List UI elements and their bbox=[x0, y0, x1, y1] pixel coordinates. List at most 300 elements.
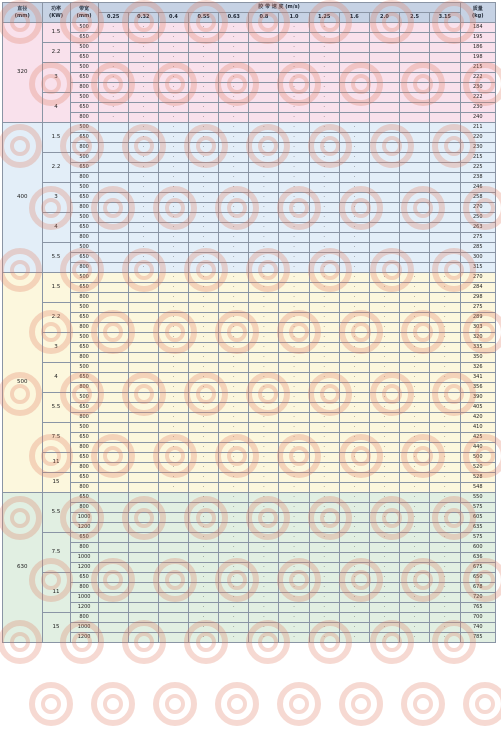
speed-availability-cell: · bbox=[309, 323, 339, 333]
speed-availability-cell bbox=[128, 383, 158, 393]
speed-availability-cell: · bbox=[369, 623, 399, 633]
speed-availability-cell: · bbox=[158, 393, 188, 403]
table-row bbox=[3, 33, 496, 43]
speed-availability-cell bbox=[339, 73, 369, 83]
speed-availability-cell: · bbox=[189, 593, 219, 603]
speed-availability-cell: · bbox=[339, 473, 369, 483]
speed-availability-cell bbox=[98, 583, 128, 593]
beltwidth-cell: 500 bbox=[70, 183, 98, 193]
beltwidth-cell: 650 bbox=[70, 473, 98, 483]
table-row bbox=[3, 543, 496, 553]
speed-availability-cell: · bbox=[249, 183, 279, 193]
speed-availability-cell: · bbox=[339, 183, 369, 193]
speed-availability-cell: · bbox=[309, 173, 339, 183]
speed-availability-cell: · bbox=[279, 83, 309, 93]
speed-availability-cell: · bbox=[400, 323, 430, 333]
speed-availability-cell: · bbox=[249, 493, 279, 503]
speed-availability-cell bbox=[158, 633, 188, 643]
speed-availability-cell bbox=[430, 43, 460, 53]
speed-availability-cell: · bbox=[249, 543, 279, 553]
speed-availability-cell: · bbox=[309, 343, 339, 353]
speed-availability-cell: · bbox=[189, 493, 219, 503]
speed-availability-cell: · bbox=[400, 583, 430, 593]
speed-availability-cell: · bbox=[189, 503, 219, 513]
speed-availability-cell: · bbox=[189, 103, 219, 113]
speed-availability-cell: · bbox=[339, 543, 369, 553]
speed-availability-cell: · bbox=[189, 413, 219, 423]
speed-availability-cell bbox=[98, 503, 128, 513]
speed-availability-cell: · bbox=[279, 113, 309, 123]
speed-availability-cell: · bbox=[219, 233, 249, 243]
power-cell: 4 bbox=[42, 213, 70, 243]
table-row bbox=[3, 413, 496, 423]
speed-availability-cell bbox=[339, 113, 369, 123]
speed-availability-cell: · bbox=[430, 573, 460, 583]
header-beltwidth-label: 带宽 bbox=[79, 5, 90, 12]
weight-cell: 528 bbox=[460, 473, 496, 483]
speed-availability-cell bbox=[400, 73, 430, 83]
table-row bbox=[3, 613, 496, 623]
speed-availability-cell: · bbox=[369, 583, 399, 593]
speed-availability-cell bbox=[98, 543, 128, 553]
table-row bbox=[3, 403, 496, 413]
speed-availability-cell bbox=[249, 103, 279, 113]
speed-availability-cell: · bbox=[430, 623, 460, 633]
speed-availability-cell bbox=[98, 163, 128, 173]
speed-availability-cell: · bbox=[128, 73, 158, 83]
speed-availability-cell bbox=[158, 493, 188, 503]
speed-availability-cell bbox=[98, 493, 128, 503]
speed-availability-cell: · bbox=[189, 313, 219, 323]
beltwidth-cell: 500 bbox=[70, 213, 98, 223]
speed-availability-cell: · bbox=[249, 393, 279, 403]
beltwidth-cell: 1000 bbox=[70, 623, 98, 633]
speed-availability-cell: · bbox=[128, 153, 158, 163]
table-row bbox=[3, 433, 496, 443]
speed-availability-cell bbox=[158, 613, 188, 623]
speed-availability-cell: · bbox=[279, 273, 309, 283]
speed-availability-cell bbox=[98, 513, 128, 523]
speed-availability-cell: · bbox=[369, 373, 399, 383]
table-row bbox=[3, 503, 496, 513]
speed-availability-cell bbox=[369, 23, 399, 33]
weight-cell: 350 bbox=[460, 353, 496, 363]
speed-availability-cell: · bbox=[219, 43, 249, 53]
speed-availability-cell: · bbox=[219, 593, 249, 603]
speed-availability-cell: · bbox=[430, 333, 460, 343]
speed-availability-cell: · bbox=[249, 253, 279, 263]
speed-availability-cell bbox=[158, 563, 188, 573]
speed-availability-cell: · bbox=[279, 413, 309, 423]
speed-availability-cell: · bbox=[249, 513, 279, 523]
speed-availability-cell: · bbox=[158, 443, 188, 453]
speed-availability-cell: · bbox=[158, 63, 188, 73]
speed-availability-cell: · bbox=[189, 343, 219, 353]
speed-availability-cell bbox=[128, 523, 158, 533]
speed-availability-cell bbox=[339, 93, 369, 103]
speed-availability-cell bbox=[369, 183, 399, 193]
speed-availability-cell: · bbox=[339, 483, 369, 493]
speed-availability-cell: · bbox=[400, 453, 430, 463]
speed-availability-cell: · bbox=[128, 63, 158, 73]
weight-cell: 215 bbox=[460, 153, 496, 163]
table-row bbox=[3, 513, 496, 523]
speed-availability-cell: · bbox=[369, 563, 399, 573]
speed-availability-cell: · bbox=[279, 213, 309, 223]
speed-availability-cell: · bbox=[400, 393, 430, 403]
speed-availability-cell bbox=[249, 33, 279, 43]
watermark-ring bbox=[280, 685, 318, 723]
speed-availability-cell: · bbox=[400, 433, 430, 443]
speed-availability-cell: · bbox=[369, 323, 399, 333]
speed-availability-cell: · bbox=[430, 603, 460, 613]
weight-cell: 222 bbox=[460, 73, 496, 83]
beltwidth-cell: 800 bbox=[70, 543, 98, 553]
speed-availability-cell bbox=[400, 123, 430, 133]
table-row bbox=[3, 183, 496, 193]
header-beltwidth bbox=[70, 3, 98, 23]
beltwidth-cell: 500 bbox=[70, 23, 98, 33]
speed-availability-cell: · bbox=[219, 343, 249, 353]
speed-availability-cell: · bbox=[189, 383, 219, 393]
speed-availability-cell bbox=[128, 483, 158, 493]
speed-availability-cell: · bbox=[219, 633, 249, 643]
speed-availability-cell: · bbox=[219, 213, 249, 223]
speed-availability-cell: · bbox=[339, 343, 369, 353]
speed-availability-cell: · bbox=[339, 563, 369, 573]
beltwidth-cell: 650 bbox=[70, 133, 98, 143]
speed-availability-cell bbox=[400, 43, 430, 53]
speed-header-cell: 1.0 bbox=[279, 13, 309, 23]
speed-availability-cell: · bbox=[279, 593, 309, 603]
speed-availability-cell: · bbox=[189, 133, 219, 143]
beltwidth-cell: 500 bbox=[70, 393, 98, 403]
speed-availability-cell: · bbox=[339, 143, 369, 153]
speed-availability-cell bbox=[430, 133, 460, 143]
speed-availability-cell: · bbox=[189, 223, 219, 233]
beltwidth-cell: 650 bbox=[70, 223, 98, 233]
speed-availability-cell bbox=[249, 113, 279, 123]
speed-availability-cell: · bbox=[189, 213, 219, 223]
speed-availability-cell: · bbox=[279, 503, 309, 513]
header-diameter-label: 直径 bbox=[17, 5, 28, 12]
speed-availability-cell bbox=[369, 243, 399, 253]
speed-availability-cell: · bbox=[400, 473, 430, 483]
speed-availability-cell: · bbox=[219, 523, 249, 533]
speed-availability-cell bbox=[128, 463, 158, 473]
beltwidth-cell: 800 bbox=[70, 113, 98, 123]
watermark-ring bbox=[94, 685, 132, 723]
speed-availability-cell: · bbox=[219, 283, 249, 293]
speed-availability-cell bbox=[98, 623, 128, 633]
speed-availability-cell: · bbox=[219, 513, 249, 523]
speed-availability-cell: · bbox=[279, 263, 309, 273]
speed-availability-cell: · bbox=[369, 523, 399, 533]
speed-availability-cell bbox=[98, 573, 128, 583]
speed-availability-cell bbox=[339, 23, 369, 33]
speed-availability-cell: · bbox=[249, 283, 279, 293]
speed-availability-cell bbox=[430, 153, 460, 163]
beltwidth-cell: 1200 bbox=[70, 523, 98, 533]
speed-availability-cell: · bbox=[219, 443, 249, 453]
speed-availability-cell: · bbox=[128, 233, 158, 243]
speed-availability-cell: · bbox=[219, 463, 249, 473]
speed-availability-cell: · bbox=[249, 383, 279, 393]
table-row bbox=[3, 323, 496, 333]
table-row bbox=[3, 53, 496, 63]
speed-availability-cell: · bbox=[309, 63, 339, 73]
speed-availability-cell bbox=[98, 223, 128, 233]
speed-availability-cell: · bbox=[309, 333, 339, 343]
speed-availability-cell bbox=[128, 373, 158, 383]
speed-availability-cell: · bbox=[189, 473, 219, 483]
speed-availability-cell: · bbox=[249, 363, 279, 373]
speed-availability-cell: · bbox=[219, 613, 249, 623]
speed-availability-cell: · bbox=[309, 613, 339, 623]
speed-availability-cell: · bbox=[128, 113, 158, 123]
beltwidth-cell: 1000 bbox=[70, 593, 98, 603]
beltwidth-cell: 500 bbox=[70, 43, 98, 53]
header-weight-label: 质量 bbox=[472, 5, 483, 12]
speed-availability-cell: · bbox=[339, 173, 369, 183]
speed-availability-cell bbox=[98, 373, 128, 383]
speed-availability-cell bbox=[128, 533, 158, 543]
speed-availability-cell: · bbox=[369, 593, 399, 603]
speed-availability-cell: · bbox=[128, 53, 158, 63]
speed-availability-cell: · bbox=[369, 613, 399, 623]
speed-availability-cell: · bbox=[219, 603, 249, 613]
speed-availability-cell: · bbox=[430, 613, 460, 623]
speed-availability-cell bbox=[98, 153, 128, 163]
speed-availability-cell: · bbox=[279, 583, 309, 593]
speed-availability-cell bbox=[98, 473, 128, 483]
speed-availability-cell: · bbox=[279, 543, 309, 553]
speed-availability-cell bbox=[128, 403, 158, 413]
speed-availability-cell: · bbox=[249, 593, 279, 603]
speed-availability-cell: · bbox=[189, 483, 219, 493]
speed-availability-cell: · bbox=[309, 583, 339, 593]
diameter-cell: 320 bbox=[3, 23, 43, 123]
speed-availability-cell: · bbox=[219, 353, 249, 363]
speed-availability-cell: · bbox=[249, 203, 279, 213]
speed-availability-cell bbox=[98, 463, 128, 473]
table-row bbox=[3, 453, 496, 463]
speed-availability-cell bbox=[98, 533, 128, 543]
power-cell: 4 bbox=[42, 363, 70, 393]
speed-availability-cell: · bbox=[430, 433, 460, 443]
speed-availability-cell bbox=[400, 233, 430, 243]
speed-availability-cell bbox=[158, 513, 188, 523]
weight-cell: 636 bbox=[460, 553, 496, 563]
table-row bbox=[3, 63, 496, 73]
speed-availability-cell: · bbox=[158, 383, 188, 393]
speed-availability-cell: · bbox=[189, 183, 219, 193]
speed-availability-cell: · bbox=[369, 343, 399, 353]
speed-availability-cell: · bbox=[309, 403, 339, 413]
speed-availability-cell: · bbox=[369, 273, 399, 283]
power-cell: 7.5 bbox=[42, 533, 70, 573]
speed-availability-cell bbox=[400, 263, 430, 273]
table-row bbox=[3, 203, 496, 213]
speed-availability-cell: · bbox=[249, 233, 279, 243]
table-row bbox=[3, 563, 496, 573]
speed-availability-cell: · bbox=[189, 533, 219, 543]
speed-availability-cell: · bbox=[430, 553, 460, 563]
speed-availability-cell: · bbox=[189, 283, 219, 293]
speed-availability-cell bbox=[249, 83, 279, 93]
speed-availability-cell: · bbox=[369, 363, 399, 373]
speed-availability-cell: · bbox=[249, 413, 279, 423]
speed-availability-cell: · bbox=[249, 263, 279, 273]
speed-availability-cell: · bbox=[249, 483, 279, 493]
speed-availability-cell: · bbox=[279, 633, 309, 643]
speed-availability-cell: · bbox=[400, 283, 430, 293]
beltwidth-cell: 650 bbox=[70, 253, 98, 263]
speed-availability-cell: · bbox=[158, 203, 188, 213]
power-cell: 3 bbox=[42, 183, 70, 213]
beltwidth-cell: 650 bbox=[70, 533, 98, 543]
speed-availability-cell bbox=[430, 83, 460, 93]
header-diameter-unit: (mm) bbox=[14, 12, 30, 19]
watermark-ring-inner bbox=[43, 696, 59, 712]
speed-availability-cell bbox=[98, 213, 128, 223]
speed-availability-cell: · bbox=[219, 173, 249, 183]
beltwidth-cell: 650 bbox=[70, 73, 98, 83]
weight-cell: 270 bbox=[460, 273, 496, 283]
speed-availability-cell bbox=[98, 343, 128, 353]
speed-availability-cell bbox=[339, 103, 369, 113]
speed-availability-cell bbox=[98, 133, 128, 143]
speed-availability-cell: · bbox=[279, 233, 309, 243]
speed-availability-cell: · bbox=[309, 373, 339, 383]
weight-cell: 390 bbox=[460, 393, 496, 403]
speed-availability-cell: · bbox=[98, 53, 128, 63]
beltwidth-cell: 800 bbox=[70, 353, 98, 363]
speed-availability-cell: · bbox=[309, 453, 339, 463]
speed-availability-cell: · bbox=[430, 423, 460, 433]
speed-availability-cell: · bbox=[158, 103, 188, 113]
table-row bbox=[3, 603, 496, 613]
speed-availability-cell: · bbox=[339, 363, 369, 373]
speed-availability-cell: · bbox=[189, 583, 219, 593]
speed-availability-cell: · bbox=[309, 43, 339, 53]
speed-availability-cell: · bbox=[339, 493, 369, 503]
speed-availability-cell: · bbox=[400, 303, 430, 313]
speed-availability-cell: · bbox=[249, 613, 279, 623]
table-row bbox=[3, 263, 496, 273]
speed-availability-cell: · bbox=[309, 23, 339, 33]
speed-availability-cell: · bbox=[249, 603, 279, 613]
table-row bbox=[3, 223, 496, 233]
speed-availability-cell bbox=[128, 423, 158, 433]
speed-availability-cell: · bbox=[309, 113, 339, 123]
speed-header-cell: 1.25 bbox=[309, 13, 339, 23]
speed-availability-cell: · bbox=[249, 223, 279, 233]
speed-header-cell: 1.6 bbox=[339, 13, 369, 23]
table-row bbox=[3, 343, 496, 353]
speed-availability-cell: · bbox=[98, 23, 128, 33]
table-row bbox=[3, 523, 496, 533]
table-row bbox=[3, 583, 496, 593]
speed-availability-cell: · bbox=[430, 503, 460, 513]
speed-availability-cell: · bbox=[279, 23, 309, 33]
speed-availability-cell: · bbox=[339, 233, 369, 243]
speed-availability-cell bbox=[98, 263, 128, 273]
speed-availability-cell bbox=[369, 133, 399, 143]
speed-header-cell: 0.55 bbox=[189, 13, 219, 23]
table-row bbox=[3, 213, 496, 223]
speed-availability-cell: · bbox=[430, 363, 460, 373]
speed-availability-cell: · bbox=[339, 423, 369, 433]
speed-availability-cell: · bbox=[279, 253, 309, 263]
beltwidth-cell: 500 bbox=[70, 273, 98, 283]
speed-availability-cell: · bbox=[189, 353, 219, 363]
speed-availability-cell: · bbox=[158, 253, 188, 263]
speed-availability-cell: · bbox=[98, 93, 128, 103]
speed-availability-cell: · bbox=[279, 43, 309, 53]
speed-availability-cell bbox=[369, 33, 399, 43]
speed-availability-cell: · bbox=[279, 323, 309, 333]
speed-availability-cell bbox=[98, 323, 128, 333]
speed-availability-cell: · bbox=[309, 523, 339, 533]
speed-availability-cell: · bbox=[279, 493, 309, 503]
speed-availability-cell: · bbox=[189, 563, 219, 573]
speed-availability-cell: · bbox=[309, 243, 339, 253]
speed-availability-cell: · bbox=[400, 593, 430, 603]
speed-availability-cell: · bbox=[369, 423, 399, 433]
speed-availability-cell: · bbox=[430, 293, 460, 303]
speed-availability-cell: · bbox=[279, 333, 309, 343]
speed-availability-cell: · bbox=[189, 603, 219, 613]
speed-availability-cell bbox=[128, 333, 158, 343]
speed-availability-cell: · bbox=[339, 223, 369, 233]
speed-availability-cell: · bbox=[400, 633, 430, 643]
speed-availability-cell: · bbox=[279, 133, 309, 143]
speed-availability-cell: · bbox=[279, 573, 309, 583]
speed-availability-cell: · bbox=[369, 463, 399, 473]
speed-availability-cell: · bbox=[339, 263, 369, 273]
speed-availability-cell: · bbox=[400, 553, 430, 563]
speed-availability-cell bbox=[128, 603, 158, 613]
header-belt-speed: 胶 带 速 度 (m/s) bbox=[98, 3, 460, 13]
table-row bbox=[3, 373, 496, 383]
speed-availability-cell bbox=[98, 523, 128, 533]
power-cell: 5.5 bbox=[42, 243, 70, 273]
weight-cell: 341 bbox=[460, 373, 496, 383]
speed-availability-cell: · bbox=[158, 43, 188, 53]
speed-availability-cell: · bbox=[189, 613, 219, 623]
speed-availability-cell: · bbox=[98, 33, 128, 43]
speed-availability-cell bbox=[400, 203, 430, 213]
speed-availability-cell: · bbox=[249, 163, 279, 173]
speed-availability-cell bbox=[369, 153, 399, 163]
speed-availability-cell bbox=[400, 173, 430, 183]
speed-availability-cell: · bbox=[309, 573, 339, 583]
beltwidth-cell: 1000 bbox=[70, 553, 98, 563]
speed-availability-cell: · bbox=[400, 483, 430, 493]
speed-header-cell: 0.25 bbox=[98, 13, 128, 23]
speed-availability-cell bbox=[98, 633, 128, 643]
speed-availability-cell: · bbox=[158, 403, 188, 413]
speed-availability-cell bbox=[430, 193, 460, 203]
speed-availability-cell: · bbox=[189, 143, 219, 153]
speed-availability-cell: · bbox=[279, 143, 309, 153]
speed-availability-cell bbox=[400, 113, 430, 123]
speed-availability-cell bbox=[430, 173, 460, 183]
speed-availability-cell: · bbox=[369, 503, 399, 513]
speed-availability-cell: · bbox=[400, 383, 430, 393]
speed-availability-cell bbox=[128, 563, 158, 573]
